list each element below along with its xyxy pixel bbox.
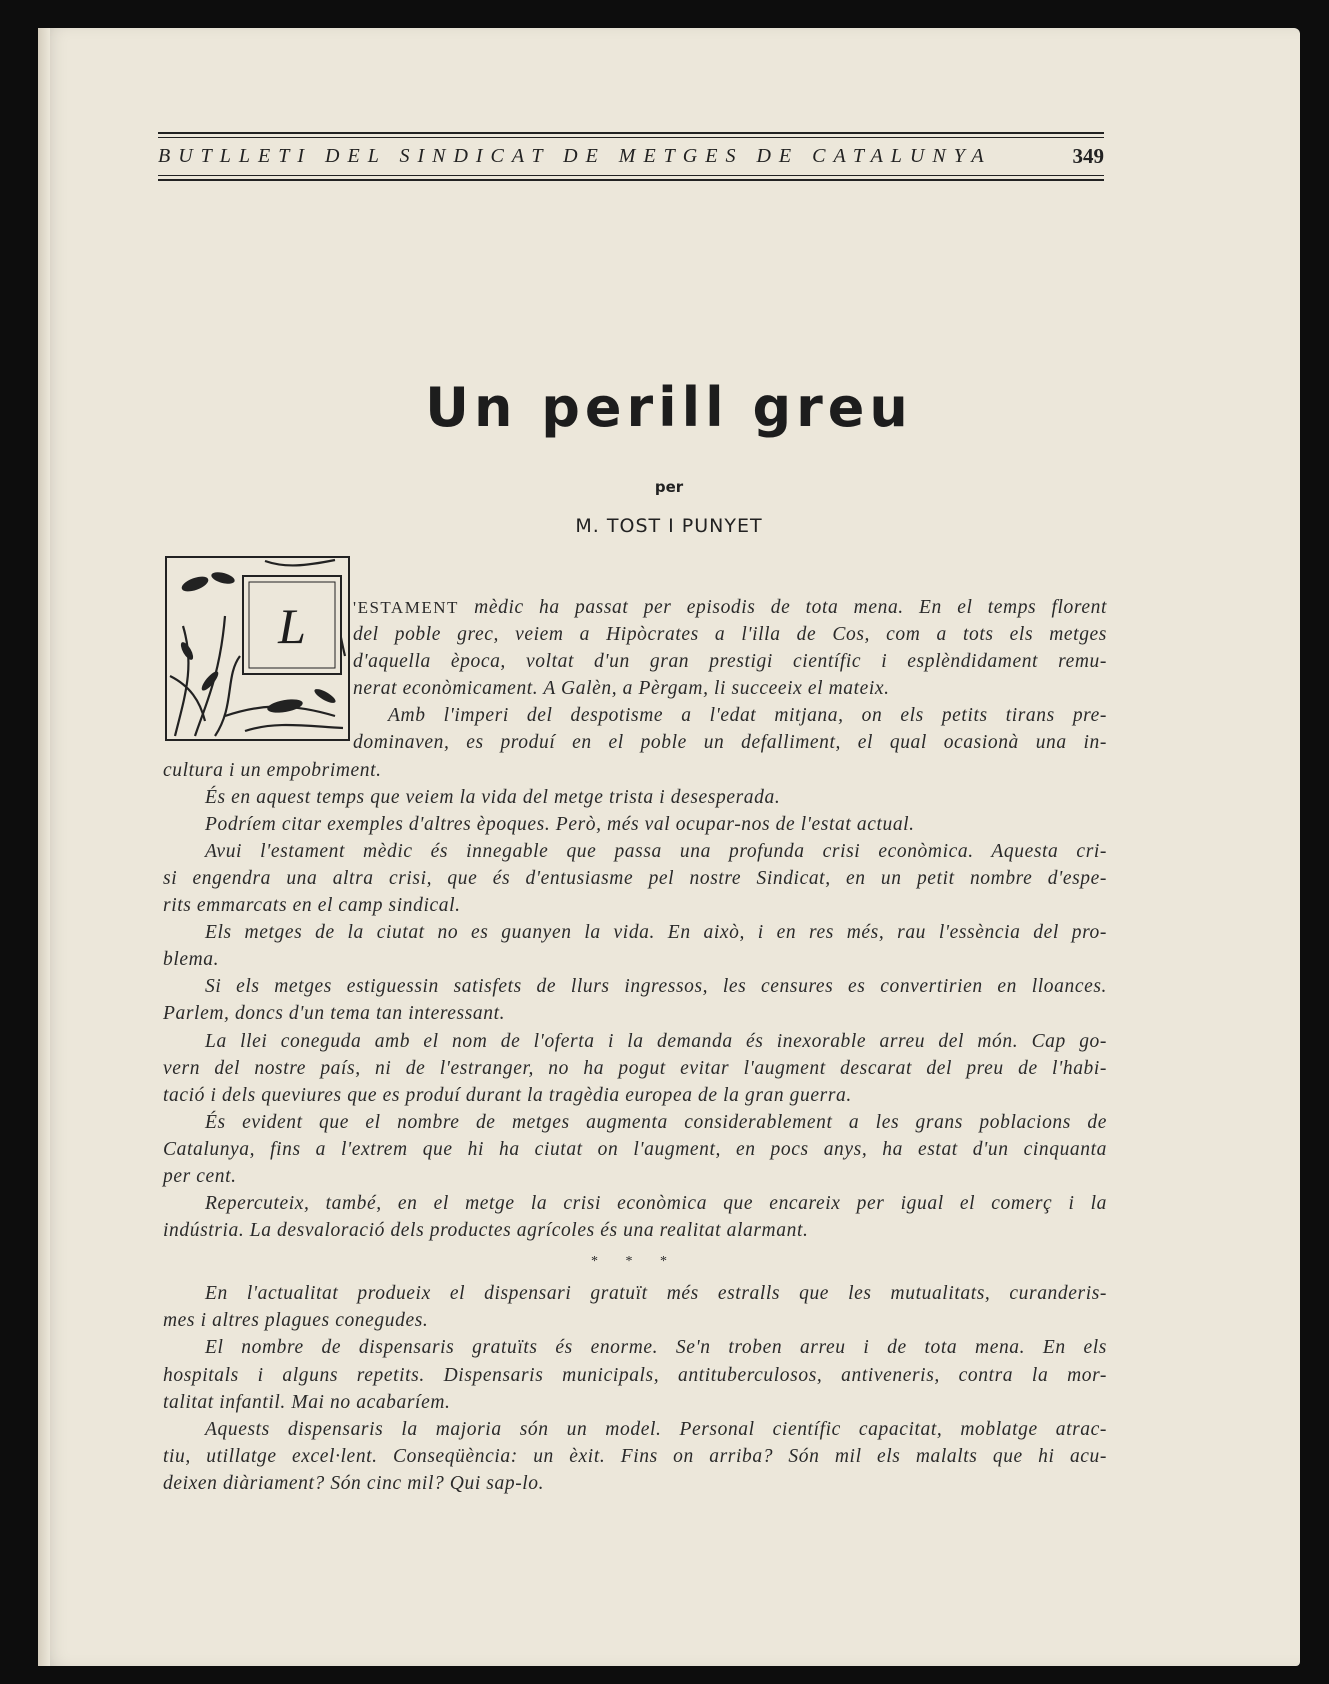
body-line: Si els metges estiguessin satisfets de llurs ingressos, les censures es convertirien en lloances. — [205, 976, 1107, 998]
body-line-rest: mèdic ha passat per episodis de tota mena. En el temps florent — [458, 597, 1107, 618]
byline-per: per — [654, 478, 684, 496]
body-line: del poble grec, veiem a Hipòcrates a l'illa de Cos, com a tots els metges — [353, 624, 1107, 646]
body-line: si engendra una altra crisi, que és d'entusiasme pel nostre Sindicat, en un petit nombre d'espe- — [163, 867, 1107, 889]
body-line: La llei coneguda amb el nom de l'oferta i la demanda és inexorable arreu del món. Cap go- — [205, 1030, 1107, 1052]
header-rule-bottom — [158, 179, 1104, 181]
header-rule-top-thin — [158, 137, 1104, 138]
body-line: deixen diàriament? Són cinc mil? Qui sap-lo. — [163, 1472, 545, 1494]
drop-cap-letter: L — [278, 597, 306, 654]
page-sheet — [38, 28, 1300, 1666]
body-line: vern del nostre país, ni de l'estranger, no ha pogut evitar l'augment descarat del preu de l'habi- — [163, 1057, 1107, 1079]
body-line: En l'actualitat produeix el dispensari gratuït més estralls que les mutualitats, curanderis- — [205, 1283, 1107, 1305]
header-rule-bottom-thin — [158, 175, 1104, 176]
body-line: Amb l'imperi del despotisme a l'edat mitjana, on els petits tirans pre- — [388, 705, 1107, 727]
body-line: blema. — [163, 949, 220, 971]
article-body — [163, 594, 1107, 1497]
article-title: Un perill greu — [425, 376, 913, 439]
body-line: És evident que el nombre de metges augmenta considerablement a les grans poblacions de — [205, 1111, 1107, 1133]
body-line-smallcaps: 'ESTAMENT — [353, 598, 459, 617]
body-line: Podríem citar exemples d'altres èpoques. Però, més val ocupar-nos de l'estat actual. — [205, 813, 915, 835]
header-rule-top — [158, 132, 1104, 134]
body-line: mes i altres plagues conegudes. — [163, 1310, 429, 1332]
body-line: És en aquest temps que veiem la vida del metge trista i desesperada. — [205, 786, 781, 808]
body-line: nerat econòmicament. A Galèn, a Pèrgam, li succeeix el mateix. — [353, 678, 890, 700]
body-line: Aquests dispensaris la majoria són un model. Personal científic capacitat, moblatge atrac- — [205, 1418, 1107, 1440]
body-line: rits emmarcats en el camp sindical. — [163, 895, 461, 917]
body-line: Els metges de la ciutat no es guanyen la vida. En això, i en res més, rau l'essència del pro- — [205, 922, 1107, 944]
body-line: Avui l'estament mèdic és innegable que passa una profunda crisi econòmica. Aquesta cri- — [205, 840, 1107, 862]
journal-title: BUTLLETI DEL SINDICAT DE METGES DE CATALUNYA — [158, 145, 992, 167]
page-number: 349 — [1072, 144, 1104, 168]
body-line: cultura i un empobriment. — [163, 759, 382, 781]
body-line: Repercuteix, també, en el metge la crisi econòmica que encareix per igual el comerç i la — [205, 1193, 1107, 1215]
body-line: tació i dels queviures que es produí durant la tragèdia europea de la gran guerra. — [163, 1084, 852, 1106]
body-line: El nombre de dispensaris gratuïts és enorme. Se'n troben arreu i de tota mena. En els — [205, 1337, 1107, 1359]
body-line — [163, 594, 1107, 621]
body-line: hospitals i alguns repetits. Dispensaris municipals, antituberculosos, antiveneris, contra la mor- — [163, 1364, 1107, 1386]
body-line: dominaven, es produí en el poble un defalliment, el qual ocasionà una in- — [353, 732, 1107, 754]
section-break-asterisks: * * * — [591, 1254, 679, 1270]
body-line: per cent. — [163, 1165, 237, 1187]
running-header — [158, 132, 1104, 181]
body-line: talitat infantil. Mai no acabaríem. — [163, 1391, 451, 1413]
article-author: M. TOST I PUNYET — [575, 515, 763, 537]
body-line: indústria. La desvaloració dels productes agrícoles és una realitat alarmant. — [163, 1220, 809, 1242]
body-line: tiu, utillatge excel·lent. Conseqüència: un èxit. Fins on arriba? Són mil els malalts que hi acu- — [163, 1445, 1107, 1467]
body-line: Catalunya, fins a l'extrem que hi ha ciutat on l'augment, en pocs anys, ha estat d'un cinquanta — [163, 1138, 1107, 1160]
page-gutter-shadow — [38, 28, 50, 1666]
body-line: Parlem, doncs d'un tema tan interessant. — [163, 1003, 506, 1025]
body-line: d'aquella època, voltat d'un gran prestigi científic i esplèndidament remu- — [353, 651, 1107, 673]
